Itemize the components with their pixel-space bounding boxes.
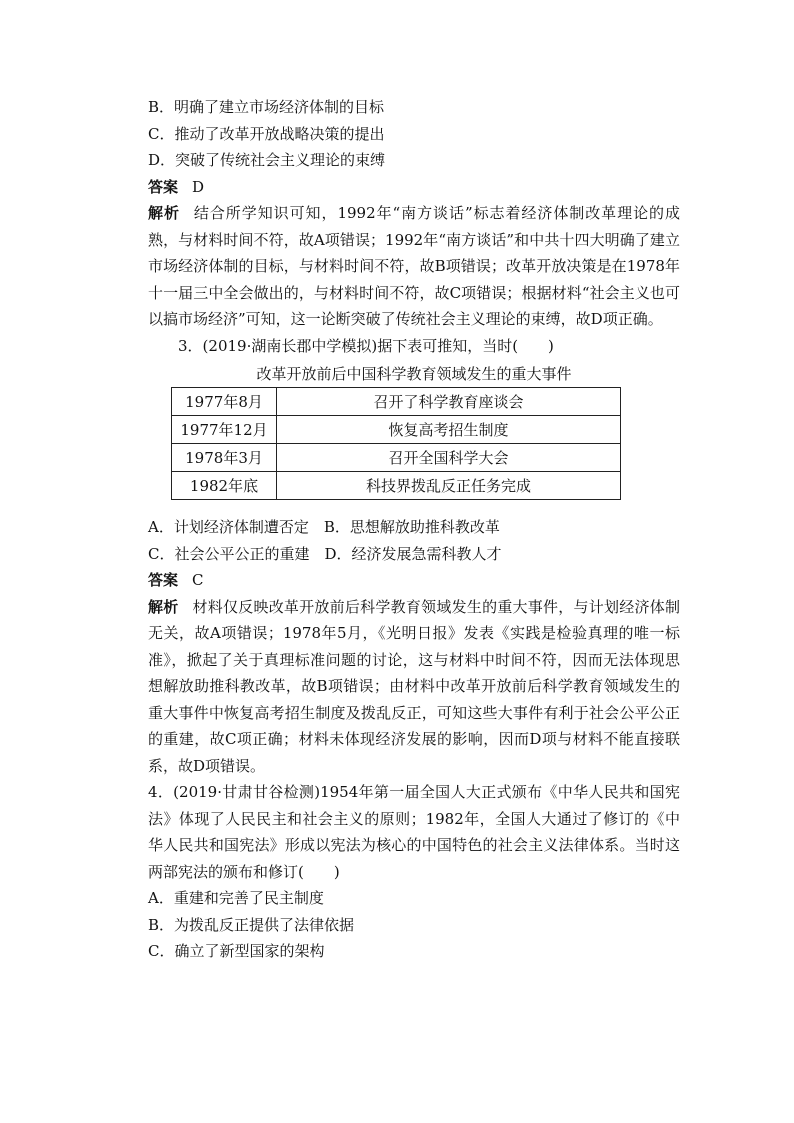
analysis-text: 结合所学知识可知，1992年“南方谈话”标志着经济体制改革理论的成熟，与材料时间不符，故A项错误；1992年“南方谈话”和中共十四大明确了建立市场经济体制的目标，与材料时间不符，故B项错误；改革开放决策是在1978年十一届三中全会做出的，与材料时间不符，故C项错误；根据材料“社会主义也可以搞市场经济”可知，这一论断突破了传统社会主义理论的束缚，故D项正确。	[148, 204, 680, 328]
answer-value: C	[192, 571, 204, 589]
table-cell-event: 恢复高考招生制度	[277, 416, 621, 444]
q2-option-b: B．明确了建立市场经济体制的目标	[148, 98, 385, 116]
table-title: 改革开放前后中国科学教育领域发生的重大事件	[256, 365, 572, 383]
q3-options-ab: A．计划经济体制遭否定 B．思想解放助推科教改革	[148, 518, 500, 536]
table-cell-date: 1977年8月	[172, 388, 277, 416]
q2-option-c: C．推动了改革开放战略决策的提出	[148, 124, 385, 143]
table-cell-event: 召开全国科学大会	[277, 444, 621, 472]
q2-option-d: D．突破了传统社会主义理论的束缚	[148, 151, 386, 169]
q4-option-a: A．重建和完善了民主制度	[148, 889, 324, 907]
table-row	[172, 444, 621, 472]
answer-value: D	[192, 177, 205, 196]
analysis-label: 解析	[148, 204, 180, 222]
analysis-text: 材料仅反映改革开放前后科学教育领域发生的重大事件，与计划经济体制无关，故A项错误；1978年5月，《光明日报》发表《实践是检验真理的唯一标准》，掀起了关于真理标准问题的讨论，这与材料中时间不符，因而无法体现思想解放助推科教改革，故B项错误；由材料中改革开放前后科学教育领域发生的重大事件中恢复高考招生制度及拨乱反正，可知这些大事件有利于社会公平公正的重建，故C项正确；材料未体现经济发展的影响，因而D项与材料不能直接联系，故D项错误。	[148, 597, 680, 775]
q3-stem: 3．(2019·湖南长郡中学模拟)据下表可推知，当时( )	[178, 336, 554, 355]
table-row	[172, 388, 621, 416]
q2-analysis	[148, 200, 680, 333]
table-cell-date: 1977年12月	[172, 416, 277, 444]
q4-option-b: B．为拨乱反正提供了法律依据	[148, 915, 355, 934]
events-table	[171, 387, 621, 500]
document-page	[148, 94, 680, 965]
answer-label: 答案	[148, 571, 179, 589]
q4-option-c: C．确立了新型国家的架构	[148, 942, 325, 960]
table-row	[172, 472, 621, 500]
q3-analysis	[148, 594, 680, 780]
answer-label: 答案	[148, 177, 179, 196]
q3-options-cd: C．社会公平公正的重建 D．经济发展急需科教人才	[148, 544, 502, 563]
table-cell-date: 1978年3月	[172, 444, 277, 472]
analysis-label: 解析	[148, 597, 179, 616]
q3-answer	[148, 567, 680, 594]
table-cell-date: 1982年底	[172, 472, 277, 500]
table-row	[172, 416, 621, 444]
q4-stem: 4．(2019·甘肃甘谷检测)1954年第一届全国人大正式颁布《中华人民共和国宪法》体现了人民民主和社会主义的原则；1982年，全国人大通过了修订的《中华人民共和国宪法》形成以宪法为核心的中国特色的社会主义法律体系。当时这两部宪法的颁布和修订( )	[148, 783, 680, 881]
q2-answer	[148, 174, 680, 201]
table-cell-event: 科技界拨乱反正任务完成	[277, 472, 621, 500]
table-cell-event: 召开了科学教育座谈会	[277, 388, 621, 416]
